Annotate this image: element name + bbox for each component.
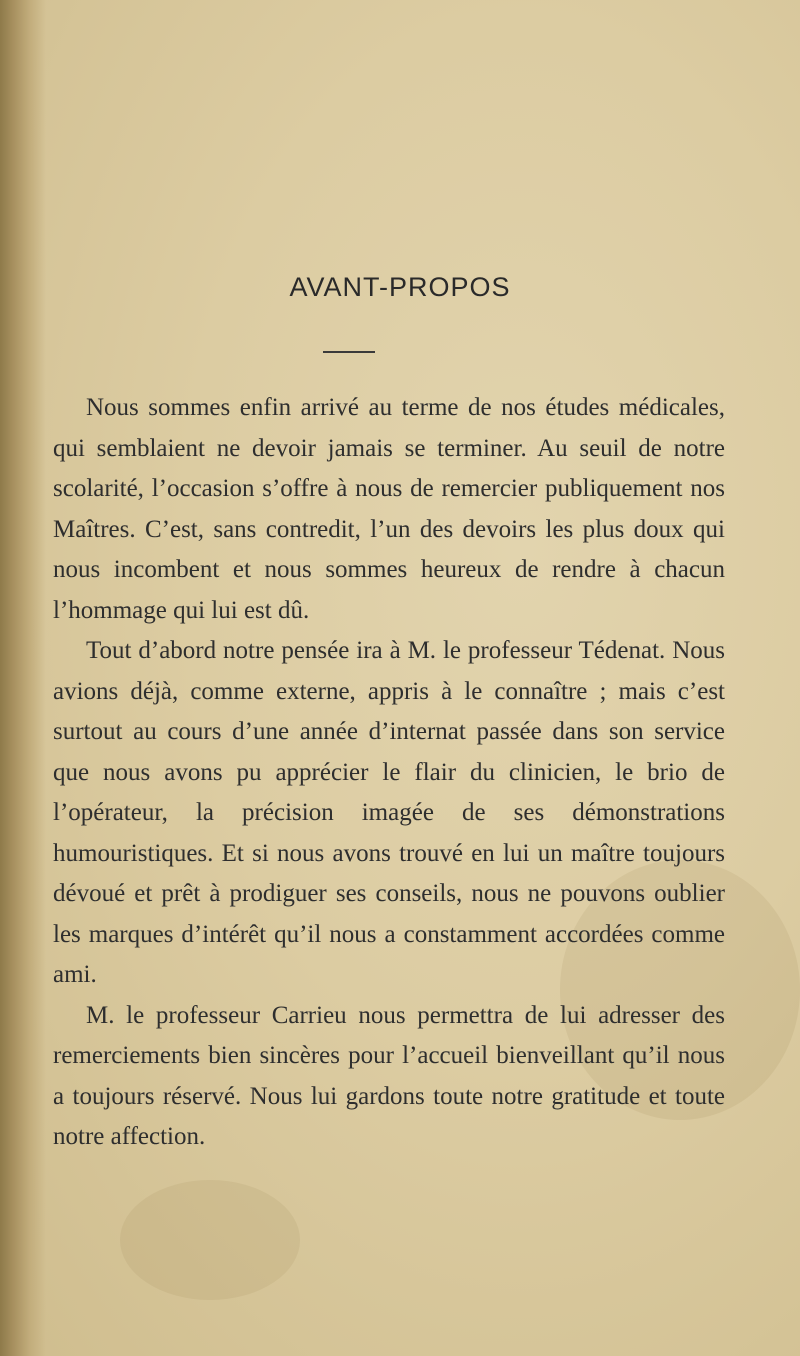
paragraph: Nous sommes enfin arrivé au terme de nos études médicales, qui semblaient ne devoir jamais se terminer. Au seuil de notre scolarité, l’occasion s’offre à nous de remercier publiquement nos Maîtres. C’est, sans contredit, l’un des devoirs les plus doux qui nous incombent et nous sommes heureux de rendre à chacun l’hommage qui lui est dû.	[53, 394, 725, 624]
body-text	[53, 388, 725, 1158]
paper-stain	[120, 1180, 300, 1300]
title-divider	[323, 351, 375, 353]
paragraph: M. le professeur Carrieu nous permettra de lui adresser des remerciements bien sincères pour l’accueil bienveillant qu’il nous a toujours réservé. Nous lui gardons toute notre gratitude et toute notre affection.	[53, 1001, 725, 1150]
page-title: AVANT-PROPOS	[289, 272, 511, 302]
page-left-edge-shadow	[0, 0, 46, 1356]
paragraph: Tout d’abord notre pensée ira à M. le professeur Tédenat. Nous avions déjà, comme externe, appris à le connaître ; mais c’est surtout au cours d’une année d’internat passée dans son service que nous avons pu apprécier le flair du clinicien, le brio de l’opérateur, la précision imagée de ses démonstrations humouristiques. Et si nous avons trouvé en lui un maître toujours dévoué et prêt à prodiguer ses conseils, nous ne pouvons oublier les marques d’intérêt qu’il nous a constamment accordées comme ami.	[53, 637, 725, 988]
